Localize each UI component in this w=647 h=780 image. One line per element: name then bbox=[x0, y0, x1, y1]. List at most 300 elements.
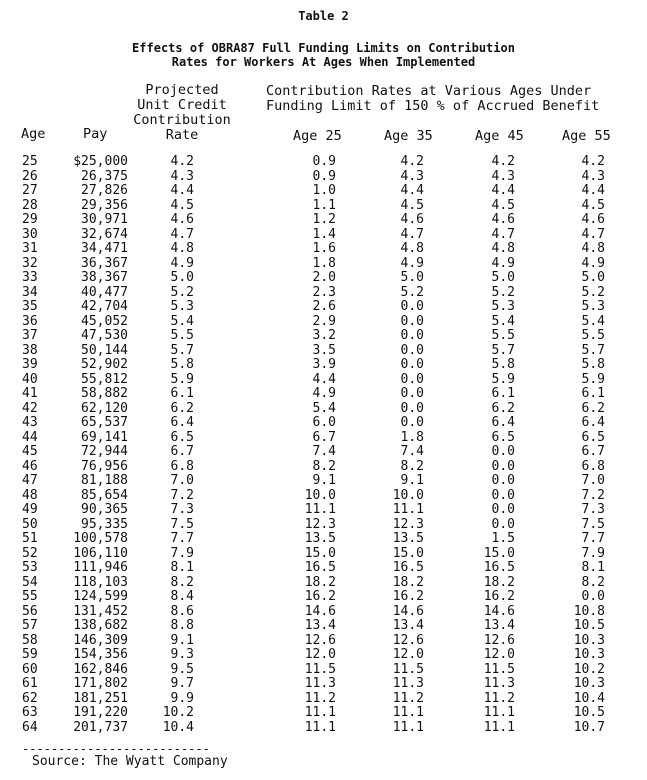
cell-rate: 5.5 bbox=[170, 328, 194, 343]
cell-rate: 8.4 bbox=[170, 589, 194, 604]
table-row bbox=[0, 590, 647, 605]
cell-age45-rate: 5.5 bbox=[491, 328, 515, 343]
cell-age35-rate: 12.0 bbox=[392, 647, 424, 662]
cell-pay: 81,188 bbox=[81, 473, 128, 488]
table-row bbox=[0, 547, 647, 562]
table-row bbox=[0, 286, 647, 301]
cell-age35-rate: 0.0 bbox=[400, 328, 424, 343]
cell-age: 31 bbox=[22, 241, 38, 256]
cell-rate: 5.9 bbox=[170, 371, 194, 387]
cell-age35-rate: 4.8 bbox=[400, 241, 424, 256]
cell-age35-rate: 4.4 bbox=[400, 183, 424, 198]
cell-age45-rate: 6.2 bbox=[491, 400, 515, 416]
table-row bbox=[0, 300, 647, 315]
table-row bbox=[0, 706, 647, 721]
cell-rate: 6.2 bbox=[170, 400, 194, 416]
cell-rate: 6.8 bbox=[170, 458, 194, 474]
cell-age55-rate: 4.7 bbox=[581, 226, 605, 242]
cell-pay: 30,971 bbox=[81, 212, 128, 227]
cell-age: 30 bbox=[22, 226, 38, 242]
cell-age55-rate: 10.3 bbox=[573, 676, 605, 691]
cell-rate: 4.8 bbox=[170, 241, 194, 256]
cell-rate: 7.9 bbox=[170, 545, 194, 561]
cell-age25-rate: 11.1 bbox=[304, 705, 336, 720]
cell-pay: 171,802 bbox=[73, 676, 128, 691]
cell-pay: 69,141 bbox=[81, 429, 128, 445]
cell-age25-rate: 0.9 bbox=[312, 168, 336, 184]
table-row bbox=[0, 184, 647, 199]
cell-rate: 9.9 bbox=[170, 690, 194, 706]
cell-age55-rate: 10.5 bbox=[573, 705, 605, 720]
cell-age: 53 bbox=[22, 560, 38, 575]
cell-age55-rate: 5.2 bbox=[581, 284, 605, 300]
cell-age: 47 bbox=[22, 473, 38, 488]
cell-pay: 65,537 bbox=[81, 415, 128, 430]
table-row bbox=[0, 576, 647, 591]
cell-rate: 5.0 bbox=[170, 270, 194, 285]
cell-age25-rate: 12.3 bbox=[304, 516, 336, 532]
cell-age55-rate: 4.3 bbox=[581, 168, 605, 184]
header-age-25: Age 25 bbox=[293, 128, 342, 144]
cell-age45-rate: 14.6 bbox=[483, 603, 515, 619]
cell-age35-rate: 0.0 bbox=[400, 371, 424, 387]
cell-age55-rate: 7.0 bbox=[581, 473, 605, 488]
cell-age45-rate: 5.4 bbox=[491, 313, 515, 329]
cell-age: 63 bbox=[22, 705, 38, 720]
cell-age25-rate: 11.3 bbox=[304, 676, 336, 691]
cell-age: 36 bbox=[22, 313, 38, 329]
table-row bbox=[0, 199, 647, 214]
cell-age: 43 bbox=[22, 415, 38, 430]
table-row bbox=[0, 271, 647, 286]
cell-age25-rate: 3.5 bbox=[312, 342, 336, 358]
cell-age35-rate: 10.0 bbox=[392, 487, 424, 503]
cell-age55-rate: 8.1 bbox=[581, 560, 605, 575]
cell-rate: 9.3 bbox=[170, 647, 194, 662]
cell-age25-rate: 10.0 bbox=[304, 487, 336, 503]
cell-age35-rate: 13.5 bbox=[392, 531, 424, 546]
cell-age45-rate: 0.0 bbox=[491, 473, 515, 488]
cell-pay: 181,251 bbox=[73, 690, 128, 706]
cell-age55-rate: 10.7 bbox=[573, 719, 605, 735]
cell-age: 35 bbox=[22, 299, 38, 314]
cell-pay: 85,654 bbox=[81, 487, 128, 503]
cell-pay: 34,471 bbox=[81, 241, 128, 256]
cell-age25-rate: 13.5 bbox=[304, 531, 336, 546]
cell-pay: 154,356 bbox=[73, 647, 128, 662]
header-projected-line: Projected bbox=[145, 82, 219, 98]
cell-age45-rate: 0.0 bbox=[491, 502, 515, 517]
cell-age35-rate: 11.5 bbox=[392, 661, 424, 677]
cell-pay: 146,309 bbox=[73, 632, 128, 648]
cell-rate: 9.5 bbox=[170, 661, 194, 677]
cell-age25-rate: 3.2 bbox=[312, 328, 336, 343]
cell-age25-rate: 2.0 bbox=[312, 270, 336, 285]
cell-age: 27 bbox=[22, 183, 38, 198]
cell-age: 56 bbox=[22, 603, 38, 619]
cell-age35-rate: 14.6 bbox=[392, 603, 424, 619]
cell-pay: 124,599 bbox=[73, 589, 128, 604]
cell-pay: 55,812 bbox=[81, 371, 128, 387]
cell-rate: 9.1 bbox=[170, 632, 194, 648]
footer-rule: -------------------------- bbox=[22, 742, 210, 756]
cell-rate: 5.8 bbox=[170, 357, 194, 372]
cell-age: 52 bbox=[22, 545, 38, 561]
header-contrib-line-2: Funding Limit of 150 % of Accrued Benefit bbox=[266, 98, 600, 114]
cell-rate: 7.2 bbox=[170, 487, 194, 503]
cell-rate: 4.4 bbox=[170, 183, 194, 198]
cell-rate: 8.1 bbox=[170, 560, 194, 575]
cell-age45-rate: 0.0 bbox=[491, 458, 515, 474]
table-row bbox=[0, 489, 647, 504]
cell-age: 48 bbox=[22, 487, 38, 503]
cell-age55-rate: 4.5 bbox=[581, 197, 605, 213]
source-note: Source: The Wyatt Company bbox=[32, 754, 228, 769]
cell-age25-rate: 1.6 bbox=[312, 241, 336, 256]
table-row bbox=[0, 257, 647, 272]
cell-rate: 10.2 bbox=[162, 705, 194, 720]
cell-rate: 10.4 bbox=[162, 719, 194, 735]
cell-age25-rate: 13.4 bbox=[304, 618, 336, 633]
cell-age45-rate: 4.6 bbox=[491, 212, 515, 227]
header-age-55: Age 55 bbox=[562, 128, 611, 144]
cell-age55-rate: 10.3 bbox=[573, 647, 605, 662]
cell-pay: 118,103 bbox=[73, 574, 128, 590]
header-age: Age bbox=[21, 126, 46, 142]
cell-age45-rate: 0.0 bbox=[491, 444, 515, 459]
cell-age: 38 bbox=[22, 342, 38, 358]
cell-age35-rate: 4.7 bbox=[400, 226, 424, 242]
cell-age: 25 bbox=[22, 154, 38, 169]
cell-age: 49 bbox=[22, 502, 38, 517]
table-row bbox=[0, 503, 647, 518]
cell-rate: 7.0 bbox=[170, 473, 194, 488]
table-row bbox=[0, 619, 647, 634]
cell-age35-rate: 11.1 bbox=[392, 705, 424, 720]
cell-age55-rate: 6.1 bbox=[581, 386, 605, 401]
cell-age45-rate: 1.5 bbox=[491, 531, 515, 546]
cell-rate: 5.3 bbox=[170, 299, 194, 314]
contribution-rates-header bbox=[266, 84, 646, 114]
table-row bbox=[0, 518, 647, 533]
cell-age55-rate: 4.9 bbox=[581, 255, 605, 271]
table-row bbox=[0, 213, 647, 228]
cell-rate: 6.4 bbox=[170, 415, 194, 430]
table-row bbox=[0, 648, 647, 663]
cell-rate: 4.3 bbox=[170, 168, 194, 184]
projected-rate-header bbox=[126, 83, 238, 143]
cell-age45-rate: 5.3 bbox=[491, 299, 515, 314]
cell-pay: 32,674 bbox=[81, 226, 128, 242]
cell-age35-rate: 15.0 bbox=[392, 545, 424, 561]
cell-age: 39 bbox=[22, 357, 38, 372]
cell-age: 34 bbox=[22, 284, 38, 300]
table-row bbox=[0, 315, 647, 330]
cell-age25-rate: 8.2 bbox=[312, 458, 336, 474]
table-title-line-1: Effects of OBRA87 Full Funding Limits on Contribution bbox=[132, 41, 515, 55]
cell-rate: 5.7 bbox=[170, 342, 194, 358]
cell-age25-rate: 9.1 bbox=[312, 473, 336, 488]
cell-age25-rate: 11.2 bbox=[304, 690, 336, 706]
table-row bbox=[0, 634, 647, 649]
cell-age: 44 bbox=[22, 429, 38, 445]
cell-age35-rate: 4.2 bbox=[400, 154, 424, 169]
table-row bbox=[0, 329, 647, 344]
cell-age25-rate: 12.6 bbox=[304, 632, 336, 648]
cell-rate: 4.6 bbox=[170, 212, 194, 227]
cell-age25-rate: 6.7 bbox=[312, 429, 336, 445]
cell-age45-rate: 0.0 bbox=[491, 516, 515, 532]
cell-age35-rate: 0.0 bbox=[400, 342, 424, 358]
cell-age25-rate: 11.5 bbox=[304, 661, 336, 677]
cell-age45-rate: 12.6 bbox=[483, 632, 515, 648]
cell-age55-rate: 6.2 bbox=[581, 400, 605, 416]
cell-rate: 9.7 bbox=[170, 676, 194, 691]
cell-age55-rate: 5.3 bbox=[581, 299, 605, 314]
table-row bbox=[0, 344, 647, 359]
table-row bbox=[0, 373, 647, 388]
cell-age35-rate: 0.0 bbox=[400, 299, 424, 314]
cell-rate: 8.2 bbox=[170, 574, 194, 590]
cell-age45-rate: 4.7 bbox=[491, 226, 515, 242]
cell-rate: 6.5 bbox=[170, 429, 194, 445]
cell-age55-rate: 4.4 bbox=[581, 183, 605, 198]
cell-age55-rate: 6.7 bbox=[581, 444, 605, 459]
cell-age: 40 bbox=[22, 371, 38, 387]
cell-pay: $25,000 bbox=[73, 154, 128, 169]
table-row bbox=[0, 416, 647, 431]
cell-age25-rate: 0.9 bbox=[312, 154, 336, 169]
cell-age55-rate: 7.9 bbox=[581, 545, 605, 561]
cell-age35-rate: 11.1 bbox=[392, 502, 424, 517]
table-row bbox=[0, 387, 647, 402]
cell-age25-rate: 2.6 bbox=[312, 299, 336, 314]
table-row bbox=[0, 228, 647, 243]
cell-pay: 47,530 bbox=[81, 328, 128, 343]
cell-age25-rate: 11.1 bbox=[304, 502, 336, 517]
cell-age: 37 bbox=[22, 328, 38, 343]
cell-age35-rate: 8.2 bbox=[400, 458, 424, 474]
cell-age: 54 bbox=[22, 574, 38, 590]
table-number: Table 2 bbox=[298, 9, 349, 23]
cell-pay: 45,052 bbox=[81, 313, 128, 329]
cell-age25-rate: 5.4 bbox=[312, 400, 336, 416]
cell-age35-rate: 11.2 bbox=[392, 690, 424, 706]
cell-age35-rate: 16.2 bbox=[392, 589, 424, 604]
table-row bbox=[0, 663, 647, 678]
cell-age55-rate: 4.2 bbox=[581, 154, 605, 169]
cell-age35-rate: 13.4 bbox=[392, 618, 424, 633]
cell-age55-rate: 6.5 bbox=[581, 429, 605, 445]
cell-age25-rate: 1.2 bbox=[312, 212, 336, 227]
cell-age25-rate: 1.8 bbox=[312, 255, 336, 271]
cell-age45-rate: 5.9 bbox=[491, 371, 515, 387]
cell-age45-rate: 6.1 bbox=[491, 386, 515, 401]
cell-age: 29 bbox=[22, 212, 38, 227]
cell-rate: 4.5 bbox=[170, 197, 194, 213]
table-row bbox=[0, 677, 647, 692]
cell-age55-rate: 10.3 bbox=[573, 632, 605, 648]
cell-age25-rate: 2.3 bbox=[312, 284, 336, 300]
cell-age55-rate: 5.5 bbox=[581, 328, 605, 343]
cell-age45-rate: 11.1 bbox=[483, 719, 515, 735]
cell-age55-rate: 7.7 bbox=[581, 531, 605, 546]
table-body bbox=[0, 155, 647, 735]
cell-age: 58 bbox=[22, 632, 38, 648]
cell-age: 62 bbox=[22, 690, 38, 706]
cell-age25-rate: 16.2 bbox=[304, 589, 336, 604]
cell-age35-rate: 9.1 bbox=[400, 473, 424, 488]
cell-age: 51 bbox=[22, 531, 38, 546]
cell-age25-rate: 1.0 bbox=[312, 183, 336, 198]
cell-age35-rate: 18.2 bbox=[392, 574, 424, 590]
cell-age: 50 bbox=[22, 516, 38, 532]
cell-age: 46 bbox=[22, 458, 38, 474]
cell-age45-rate: 5.0 bbox=[491, 270, 515, 285]
cell-pay: 38,367 bbox=[81, 270, 128, 285]
cell-age25-rate: 1.4 bbox=[312, 226, 336, 242]
cell-age55-rate: 6.4 bbox=[581, 415, 605, 430]
cell-age35-rate: 4.6 bbox=[400, 212, 424, 227]
cell-age: 32 bbox=[22, 255, 38, 271]
cell-age25-rate: 16.5 bbox=[304, 560, 336, 575]
header-contribution-line: Contribution bbox=[133, 112, 231, 128]
cell-pay: 29,356 bbox=[81, 197, 128, 213]
cell-age55-rate: 5.4 bbox=[581, 313, 605, 329]
cell-age: 64 bbox=[22, 719, 38, 735]
table-row bbox=[0, 474, 647, 489]
cell-age35-rate: 11.3 bbox=[392, 676, 424, 691]
table-row bbox=[0, 242, 647, 257]
header-age-35: Age 35 bbox=[384, 128, 433, 144]
cell-age35-rate: 4.3 bbox=[400, 168, 424, 184]
cell-rate: 7.3 bbox=[170, 502, 194, 517]
cell-age55-rate: 0.0 bbox=[581, 589, 605, 604]
cell-pay: 26,375 bbox=[81, 168, 128, 184]
cell-age45-rate: 11.5 bbox=[483, 661, 515, 677]
cell-rate: 8.6 bbox=[170, 603, 194, 619]
cell-pay: 201,737 bbox=[73, 719, 128, 735]
table-row bbox=[0, 358, 647, 373]
header-pay: Pay bbox=[83, 126, 108, 142]
cell-age25-rate: 18.2 bbox=[304, 574, 336, 590]
cell-age25-rate: 14.6 bbox=[304, 603, 336, 619]
cell-rate: 5.4 bbox=[170, 313, 194, 329]
cell-pay: 100,578 bbox=[73, 531, 128, 546]
table-row bbox=[0, 431, 647, 446]
table-row bbox=[0, 605, 647, 620]
cell-age45-rate: 11.3 bbox=[483, 676, 515, 691]
cell-age: 55 bbox=[22, 589, 38, 604]
table-row bbox=[0, 532, 647, 547]
cell-rate: 8.8 bbox=[170, 618, 194, 633]
table-row bbox=[0, 460, 647, 475]
cell-pay: 27,826 bbox=[81, 183, 128, 198]
cell-age: 60 bbox=[22, 661, 38, 677]
cell-age: 28 bbox=[22, 197, 38, 213]
cell-age55-rate: 7.5 bbox=[581, 516, 605, 532]
table-row bbox=[0, 155, 647, 170]
cell-age35-rate: 0.0 bbox=[400, 415, 424, 430]
cell-age35-rate: 7.4 bbox=[400, 444, 424, 459]
cell-age35-rate: 4.5 bbox=[400, 197, 424, 213]
cell-age45-rate: 5.8 bbox=[491, 357, 515, 372]
cell-age55-rate: 5.7 bbox=[581, 342, 605, 358]
cell-age45-rate: 15.0 bbox=[483, 545, 515, 561]
cell-age45-rate: 5.7 bbox=[491, 342, 515, 358]
header-age-45: Age 45 bbox=[475, 128, 524, 144]
cell-age25-rate: 1.1 bbox=[312, 197, 336, 213]
cell-age: 57 bbox=[22, 618, 38, 633]
cell-age45-rate: 4.4 bbox=[491, 183, 515, 198]
cell-age55-rate: 5.9 bbox=[581, 371, 605, 387]
cell-age45-rate: 4.5 bbox=[491, 197, 515, 213]
cell-age45-rate: 11.2 bbox=[483, 690, 515, 706]
cell-rate: 4.7 bbox=[170, 226, 194, 242]
header-unit-credit-line: Unit Credit bbox=[137, 97, 227, 113]
cell-age: 41 bbox=[22, 386, 38, 401]
table-title-line-2: Rates for Workers At Ages When Implemented bbox=[171, 55, 476, 69]
table-row bbox=[0, 692, 647, 707]
cell-age25-rate: 4.9 bbox=[312, 386, 336, 401]
table-row bbox=[0, 721, 647, 736]
cell-age45-rate: 16.2 bbox=[483, 589, 515, 604]
cell-age: 59 bbox=[22, 647, 38, 662]
cell-rate: 7.7 bbox=[170, 531, 194, 546]
cell-age55-rate: 7.3 bbox=[581, 502, 605, 517]
cell-rate: 4.9 bbox=[170, 255, 194, 271]
cell-age25-rate: 3.9 bbox=[312, 357, 336, 372]
cell-pay: 52,902 bbox=[81, 357, 128, 372]
table-row bbox=[0, 561, 647, 576]
cell-pay: 162,846 bbox=[73, 661, 128, 677]
cell-age55-rate: 6.8 bbox=[581, 458, 605, 474]
cell-age: 61 bbox=[22, 676, 38, 691]
cell-rate: 4.2 bbox=[170, 154, 194, 169]
cell-pay: 111,946 bbox=[73, 560, 128, 575]
cell-age45-rate: 5.2 bbox=[491, 284, 515, 300]
cell-age25-rate: 6.0 bbox=[312, 415, 336, 430]
cell-pay: 191,220 bbox=[73, 705, 128, 720]
cell-age25-rate: 12.0 bbox=[304, 647, 336, 662]
cell-age55-rate: 8.2 bbox=[581, 574, 605, 590]
cell-age45-rate: 16.5 bbox=[483, 560, 515, 575]
cell-pay: 76,956 bbox=[81, 458, 128, 474]
cell-pay: 106,110 bbox=[73, 545, 128, 561]
cell-pay: 131,452 bbox=[73, 603, 128, 619]
cell-rate: 6.7 bbox=[170, 444, 194, 459]
cell-age35-rate: 4.9 bbox=[400, 255, 424, 271]
cell-age45-rate: 4.2 bbox=[491, 154, 515, 169]
cell-age45-rate: 0.0 bbox=[491, 487, 515, 503]
cell-age35-rate: 12.6 bbox=[392, 632, 424, 648]
cell-pay: 138,682 bbox=[73, 618, 128, 633]
cell-pay: 72,944 bbox=[81, 444, 128, 459]
cell-age55-rate: 7.2 bbox=[581, 487, 605, 503]
cell-age35-rate: 12.3 bbox=[392, 516, 424, 532]
table-row bbox=[0, 445, 647, 460]
cell-age35-rate: 11.1 bbox=[392, 719, 424, 735]
cell-age35-rate: 0.0 bbox=[400, 313, 424, 329]
cell-age35-rate: 5.0 bbox=[400, 270, 424, 285]
cell-age55-rate: 10.5 bbox=[573, 618, 605, 633]
cell-age25-rate: 11.1 bbox=[304, 719, 336, 735]
cell-age: 33 bbox=[22, 270, 38, 285]
cell-pay: 50,144 bbox=[81, 342, 128, 358]
cell-pay: 42,704 bbox=[81, 299, 128, 314]
cell-age45-rate: 12.0 bbox=[483, 647, 515, 662]
cell-age55-rate: 5.0 bbox=[581, 270, 605, 285]
